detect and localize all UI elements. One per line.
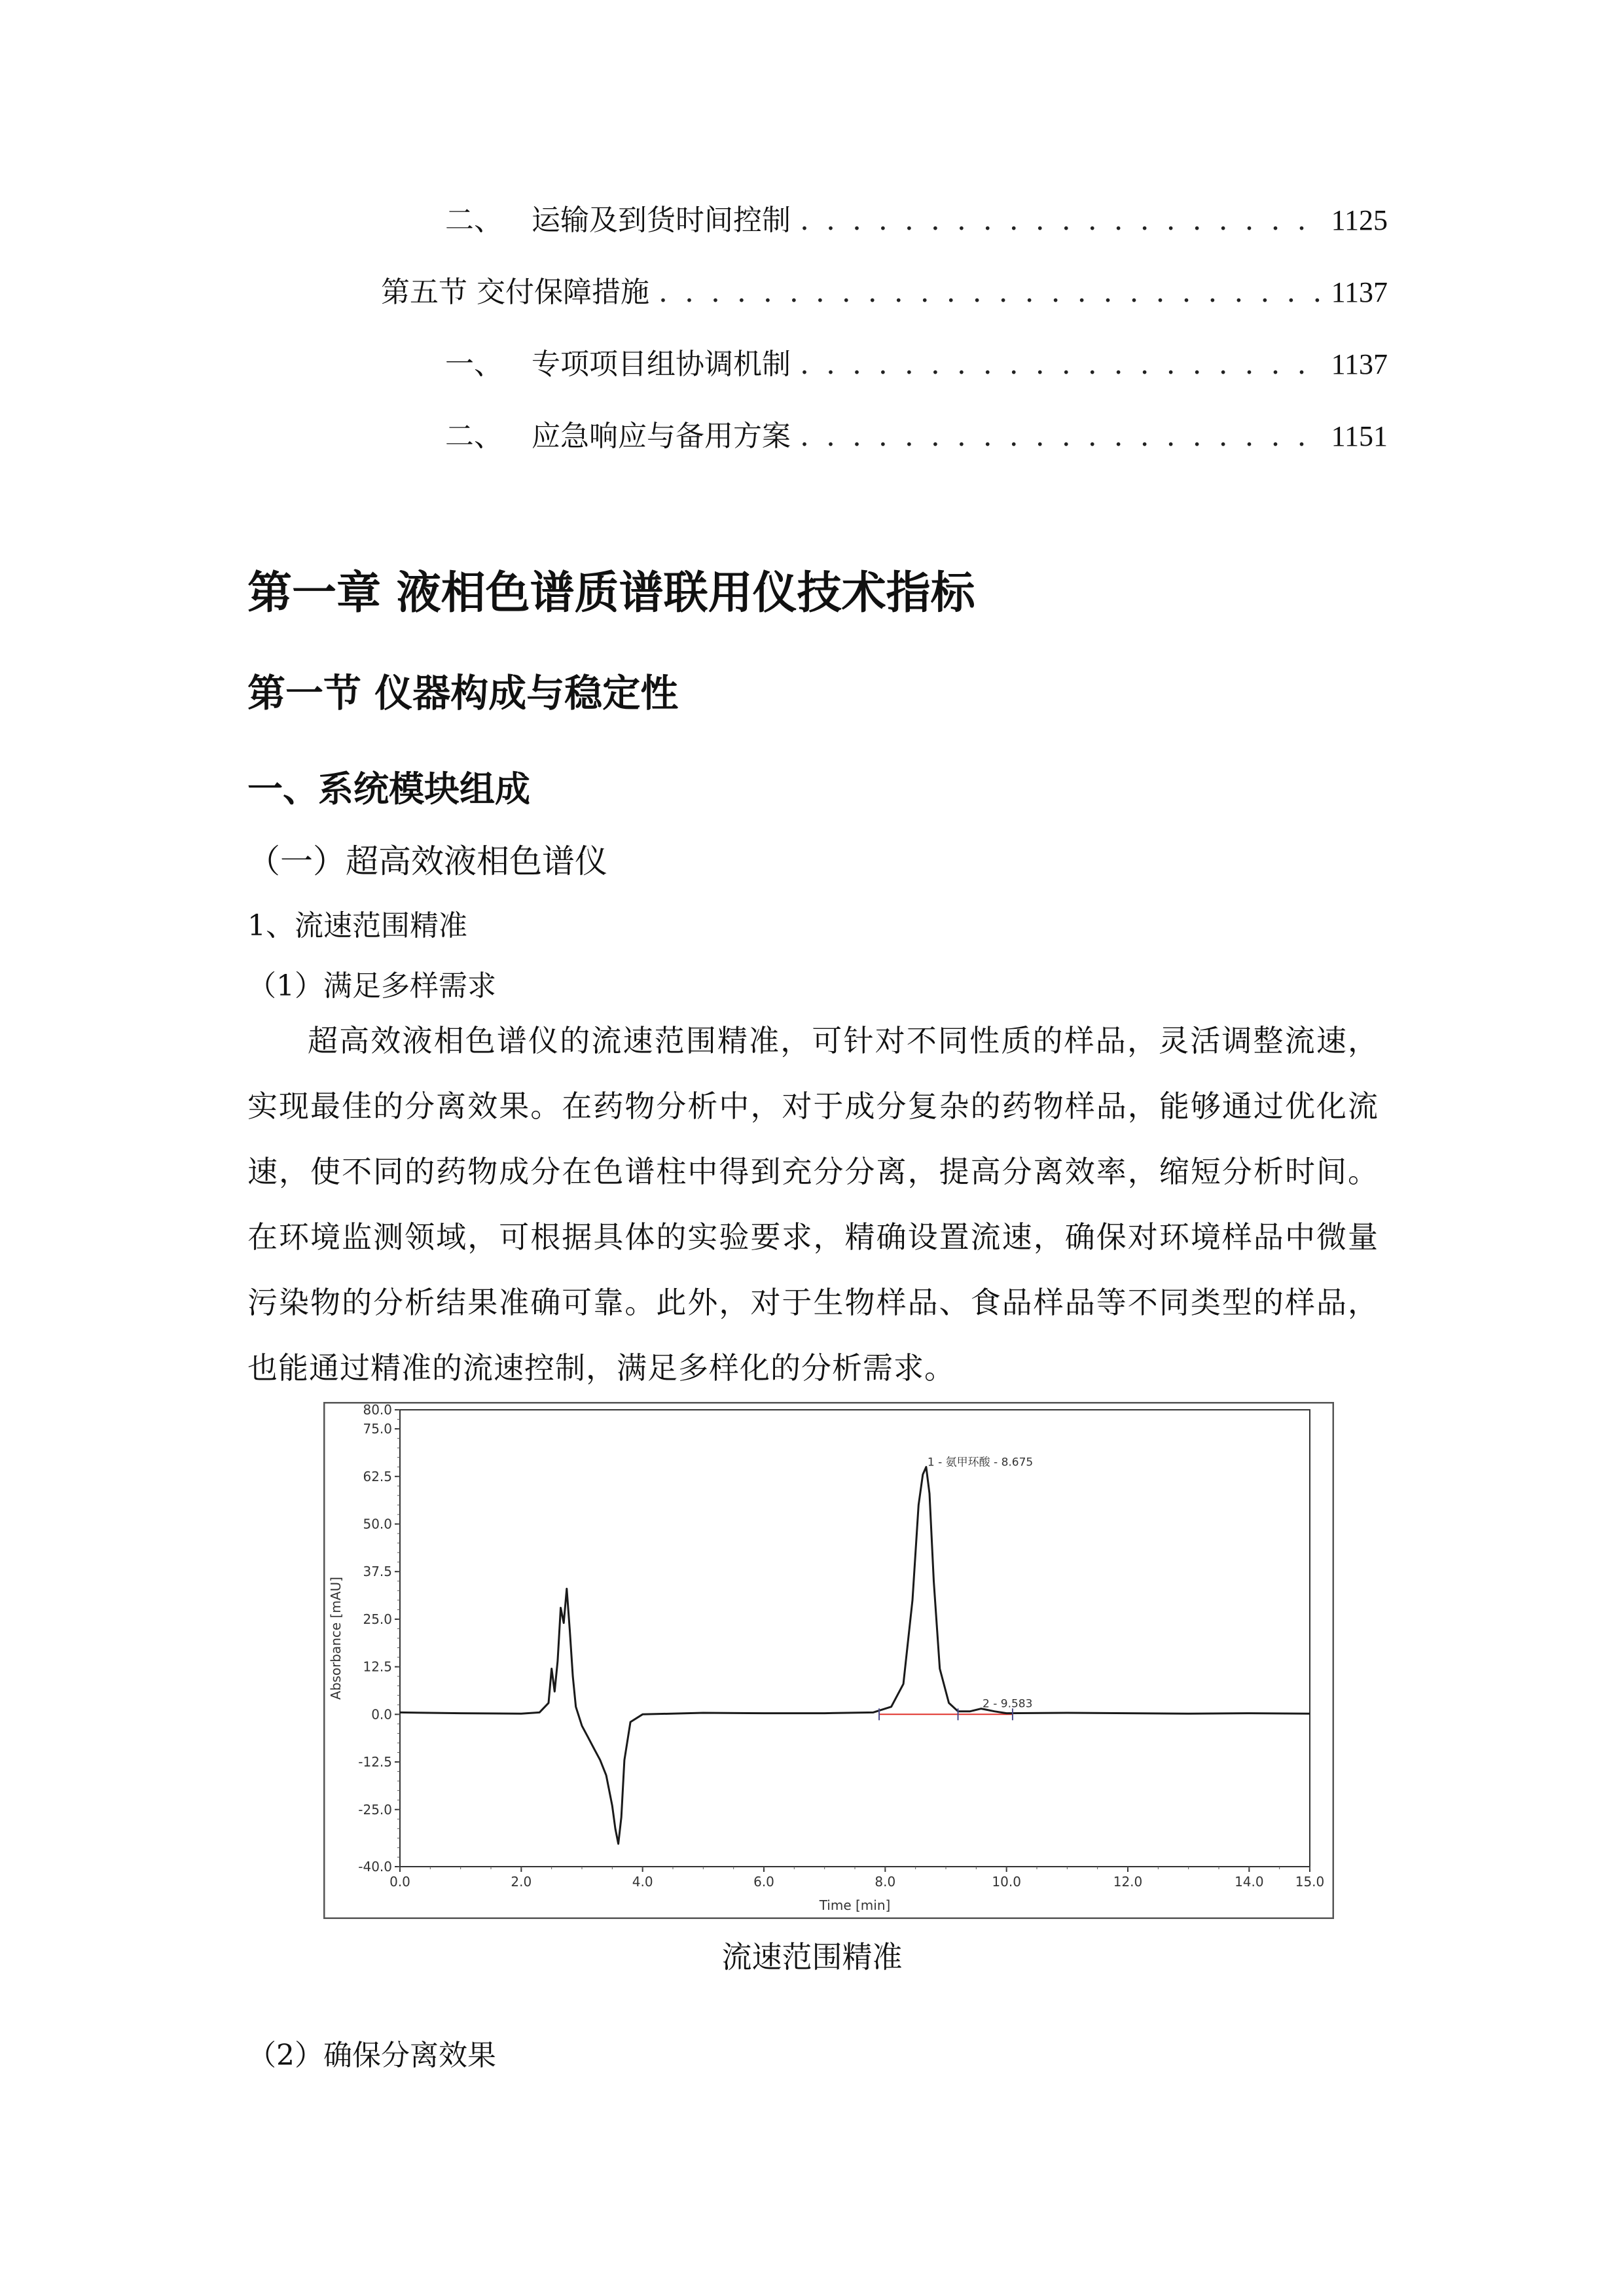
y-tick-label: 62.5 bbox=[363, 1468, 392, 1484]
toc-number: 一、 bbox=[445, 348, 503, 381]
y-tick-label: 50.0 bbox=[363, 1516, 392, 1532]
item-title: 1、流速范围精准 bbox=[247, 909, 467, 942]
toc-leader bbox=[800, 204, 1322, 237]
x-tick-label: 8.0 bbox=[875, 1874, 896, 1890]
toc-row[interactable] bbox=[445, 340, 1388, 382]
chromatogram-chart bbox=[323, 1402, 1334, 1919]
x-tick-label: 0.0 bbox=[389, 1874, 410, 1890]
subsection-title: 一、系统模块组成 bbox=[247, 768, 530, 810]
toc-page: 1125 bbox=[1331, 204, 1388, 236]
chart-frame-border bbox=[324, 1403, 1333, 1918]
toc-leader bbox=[800, 348, 1322, 381]
toc-number: 二、 bbox=[445, 420, 503, 453]
toc-row[interactable] bbox=[381, 268, 1388, 310]
subitem-title-2: （2）确保分离效果 bbox=[247, 2039, 496, 2072]
peak-label: 2 - 9.583 bbox=[983, 1697, 1033, 1711]
toc-title: 专项项目组协调机制 bbox=[532, 348, 791, 381]
y-tick-label: 12.5 bbox=[363, 1659, 392, 1675]
toc-page: 1137 bbox=[1331, 348, 1388, 380]
body-paragraph: 超高效液相色谱仪的流速范围精准，可针对不同性质的样品，灵活调整流速，实现最佳的分离效果。在药物分析中，对于成分复杂的药物样品，能够通过优化流速，使不同的药物成分在色谱柱中得到充分分离，提高分离效率，缩短分析时间。在环境监测领域，可根据具体的实验要求，精确设置流速，确保对环境样品中微量污染物的分析结果准确可靠。此外，对于生物样品、食品样品等不同类型的样品，也能通过精准的流速控制，满足多样化的分析需求。 bbox=[247, 1023, 1379, 1386]
toc-title: 应急响应与备用方案 bbox=[532, 420, 791, 453]
x-tick-label: 2.0 bbox=[511, 1874, 532, 1890]
chapter-title: 第一章 液相色谱质谱联用仪技术指标 bbox=[247, 567, 975, 619]
toc-number: 二、 bbox=[445, 204, 503, 237]
x-tick-label: 14.0 bbox=[1235, 1874, 1264, 1890]
x-tick-label: 12.0 bbox=[1113, 1874, 1143, 1890]
y-tick-label: 75.0 bbox=[363, 1421, 392, 1437]
subsubsection-title: （一）超高效液相色谱仪 bbox=[247, 842, 607, 880]
toc-row[interactable] bbox=[445, 412, 1388, 454]
toc-leader bbox=[659, 276, 1322, 309]
y-tick-label: 37.5 bbox=[363, 1564, 392, 1580]
y-tick-label: 0.0 bbox=[371, 1706, 392, 1723]
toc-page: 1151 bbox=[1331, 420, 1388, 452]
subitem-title: （1）满足多样需求 bbox=[247, 969, 496, 1003]
toc-title: 第五节 交付保障措施 bbox=[381, 276, 649, 309]
toc-leader bbox=[800, 420, 1322, 453]
x-tick-label: 6.0 bbox=[753, 1874, 774, 1890]
x-tick-label: 10.0 bbox=[992, 1874, 1021, 1890]
section-title: 第一节 仪器构成与稳定性 bbox=[247, 671, 679, 715]
toc-row[interactable] bbox=[445, 196, 1388, 238]
figure-caption: 流速范围精准 bbox=[721, 1939, 903, 1975]
y-tick-label: -12.5 bbox=[358, 1754, 392, 1770]
toc-page: 1137 bbox=[1331, 276, 1388, 308]
y-axis-label: Absorbance [mAU] bbox=[328, 1577, 344, 1700]
y-tick-label: -25.0 bbox=[358, 1801, 392, 1818]
x-axis-label: Time [min] bbox=[819, 1897, 891, 1913]
toc-title: 运输及到货时间控制 bbox=[532, 204, 791, 237]
x-tick-label: 4.0 bbox=[632, 1874, 653, 1890]
y-tick-label: 80.0 bbox=[363, 1402, 392, 1418]
y-tick-label: -40.0 bbox=[358, 1859, 392, 1874]
x-tick-label: 15.0 bbox=[1295, 1874, 1325, 1890]
peak-label: 1 - 氨甲环酸 - 8.675 bbox=[927, 1456, 1034, 1469]
y-tick-label: 25.0 bbox=[363, 1611, 392, 1627]
